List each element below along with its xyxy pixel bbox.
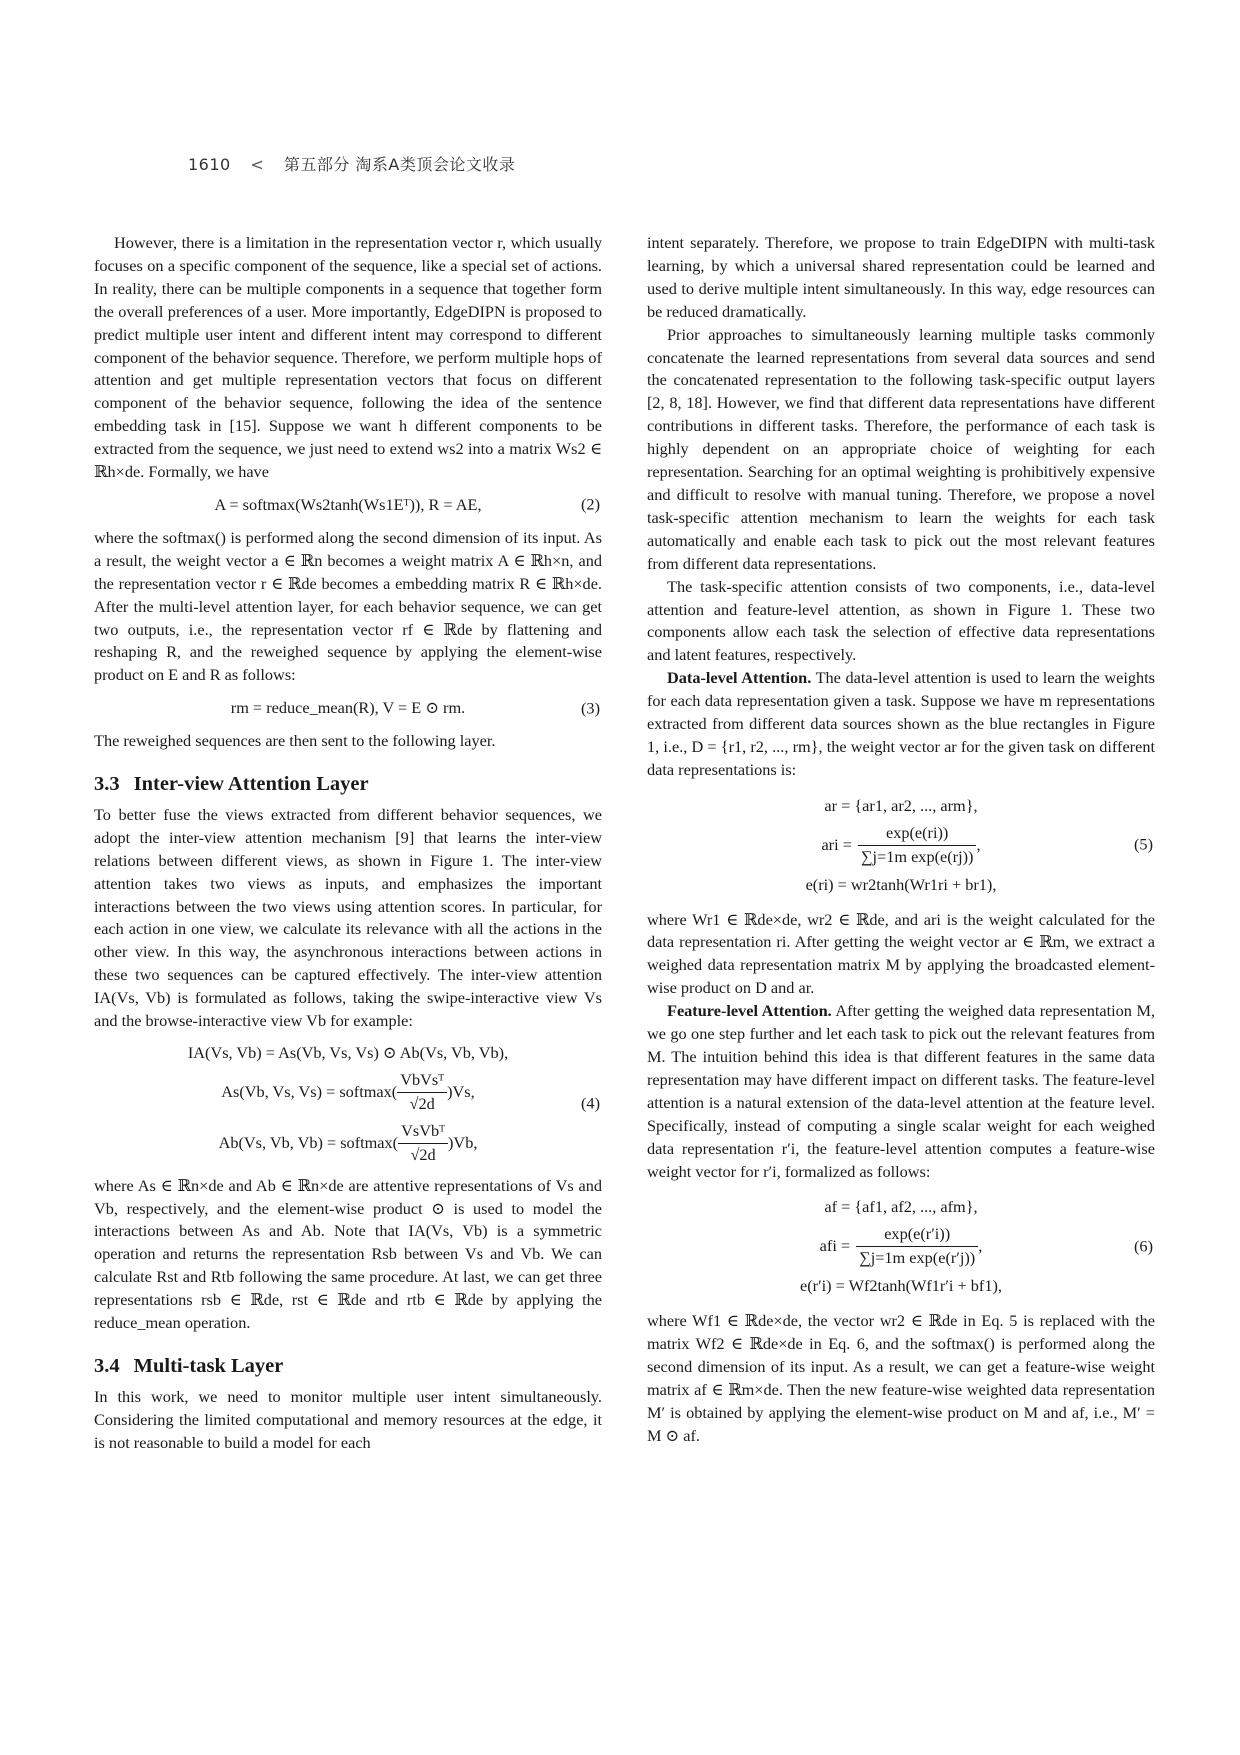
equation-line: e(ri) = wr2tanh(Wr1ri + br1), — [805, 874, 997, 894]
equation-line: e(r′i) = Wf2tanh(Wf1r′i + bf1), — [800, 1276, 1002, 1296]
equation-body: rm = reduce_mean(R), V = E ⊙ rm. — [230, 698, 466, 718]
denominator: ∑j=1m exp(e(r′j)) — [859, 1248, 976, 1268]
fraction — [858, 822, 977, 869]
equation-number: (2) — [581, 494, 600, 514]
running-header — [188, 152, 515, 175]
equation-number: (4) — [581, 1093, 600, 1113]
paragraph-text: The data-level attention is used to learn the weights for each data representation given a task. Suppose we have m representations extracted from different data sources shown as the blue rectangles in Figure 1, i.e., D = {r1, r2, ..., rm}, the weight vector ar for the given task on different data representations is: — [647, 668, 1155, 779]
equation-rhs: )Vs, — [447, 1081, 475, 1101]
equation-line — [94, 1069, 602, 1116]
equation-rhs: , — [978, 1236, 983, 1256]
paragraph: To better fuse the views extracted from different behavior sequences, we adopt the inter-view attention mechanism [9] that learns the inter-view relations between different views, as shown in Figure 1. The inter-view attention takes two views as inputs, and emphasizes the important interactions between the two views using attention scores. In particular, for each action in one view, we calculate its relevance with all the actions in the other view. In this way, the asynchronous interactions between actions in these two sequences can be captured effectively. The inter-view attention IA(Vs, Vb) is formulated as follows, taking the swipe-interactive view Vs and the browse-interactive view Vb for example: — [94, 804, 602, 1031]
section-number: 3.4 — [94, 1354, 120, 1377]
page-number: 1610 — [188, 155, 231, 174]
fraction — [856, 1223, 978, 1270]
paragraph: The task-specific attention consists of two components, i.e., data-level attention and feature-level attention, as shown in Figure 1. These two components allow each task the selection of effective data representations and latent features, respectively. — [647, 576, 1155, 665]
section-number: 3.3 — [94, 773, 120, 796]
paragraph: where the softmax() is performed along the second dimension of its input. As a result, the weight vector a ∈ ℝn becomes a weight matrix A ∈ ℝh×n, and the representation vector r ∈ ℝde becomes a embedding matrix R ∈ ℝh×de. After the multi-level attention layer, for each behavior sequence, we can get two outputs, i.e., the representation vector rf ∈ ℝde by flattening and reshaping R, and the reweighed sequence by applying the element-wise product on E and R as follows: — [94, 527, 602, 685]
paragraph: However, there is a limitation in the representation vector r, which usually focuses on a specific component of the sequence, like a special set of actions. In reality, there can be multiple components in a sequence that together form the overall preferences of a user. More importantly, EdgeDIPN is proposed to predict multiple user intent and different intent may correspond to different component of the behavior sequence. Therefore, we perform multiple hops of attention and get multiple representation vectors that focus on different component of the behavior sequence, following the idea of the sentence embedding task in [15]. Suppose we want h different components to be extracted from the sequence, we just need to extend ws2 into a matrix Ws2 ∈ ℝh×de. Formally, we have — [94, 233, 602, 482]
left-column — [94, 232, 602, 1455]
equation-4 — [94, 1041, 602, 1167]
right-column — [647, 232, 1155, 1448]
paragraph — [647, 667, 1155, 782]
equation-2 — [94, 494, 602, 517]
equation-line — [647, 822, 1155, 869]
equation-number: (5) — [1134, 834, 1153, 854]
denominator: √2d — [409, 1093, 435, 1113]
equation-3 — [94, 697, 602, 720]
equation-lhs: Ab(Vs, Vb, Vb) = softmax( — [218, 1132, 399, 1152]
paragraph: intent separately. Therefore, we propose to train EdgeDIPN with multi-task learning, by which a universal shared representation could be learned and used to derive multiple intent simultaneously. In this way, edge resources can be reduced dramatically. — [647, 233, 1155, 321]
fraction — [398, 1120, 448, 1167]
paragraph: In this work, we need to monitor multiple user intent simultaneously. Considering the limited computational and memory resources at the edge, it is not reasonable to build a model for each — [94, 1386, 602, 1452]
equation-number: (6) — [1134, 1236, 1153, 1256]
denominator: √2d — [410, 1144, 436, 1164]
equation-line — [94, 1120, 602, 1167]
equation-rhs: )Vb, — [448, 1132, 478, 1152]
paragraph: where As ∈ ℝn×de and Ab ∈ ℝn×de are attentive representations of Vs and Vb, respectively, and the element-wise product ⊙ is used to model the interactions between As and Ab. Note that IA(Vs, Vb) is a symmetric operation and returns the representation Rsb between Vs and Vb. We can calculate Rst and Rtb following the same procedure. At last, we can get three representations rsb ∈ ℝde, rst ∈ ℝde and rtb ∈ ℝde by applying the reduce_mean operation. — [94, 1175, 602, 1333]
equation-rhs: , — [976, 834, 981, 854]
paragraph: The reweighed sequences are then sent to the following layer. — [94, 731, 496, 751]
equation-body: A = softmax(Ws2tanh(Ws1Eᵀ)), R = AE, — [214, 494, 482, 514]
equation-number: (3) — [581, 698, 600, 718]
equation-line: af = {af1, af2, ..., afm}, — [824, 1197, 978, 1217]
equation-line — [647, 1223, 1155, 1270]
fraction — [397, 1069, 447, 1116]
paragraph-text: After getting the weighed data representation M, we go one step further and let each task to pick out the relevant features from M. The intuition behind this idea is that different features in the same data representation may have different impact on different tasks. The feature-level attention is a natural extension of the data-level attention at the feature level. Specifically, instead of computing a single scalar weight for each weighed data representation r′i, the feature-level attention computes a feature-wise weight vector for r′i, formalized as follows: — [647, 1001, 1155, 1181]
denominator: ∑j=1m exp(e(rj)) — [860, 846, 974, 866]
equation-6 — [647, 1195, 1155, 1298]
header-separator: < — [250, 155, 265, 174]
paragraph: where Wf1 ∈ ℝde×de, the vector wr2 ∈ ℝde in Eq. 5 is replaced with the matrix Wf2 ∈ ℝde×de in Eq. 6, and the softmax() is performed along the second dimension of its input. As a result, we can get a feature-wise weight matrix af ∈ ℝm×de. Then the new feature-wise weighted data representation M′ is obtained by applying the element-wise product on M and af, i.e., M′ = M ⊙ af. — [647, 1311, 1155, 1445]
equation-line: ar = {ar1, ar2, ..., arm}, — [824, 795, 978, 815]
paragraph: Prior approaches to simultaneously learning multiple tasks commonly concatenate the learned representations from several data sources and send the concatenated representation to the following task-specific output layers [2, 8, 18]. However, we find that different data representations have different contributions in different tasks. Therefore, the performance of each task is highly dependent on an appropriate choice of weighting for each representation. Searching for an optimal weighting is prohibitively expensive and difficult to resolve with manual tuning. Therefore, we propose a novel task-specific attention mechanism to learn the weights for each task automatically and enable each task to pick out the most relevant features from different data representations. — [647, 324, 1155, 573]
numerator: exp(e(r′i)) — [856, 1223, 978, 1247]
header-title: 第五部分 淘系A类顶会论文收录 — [283, 155, 516, 174]
paragraph — [647, 1000, 1155, 1183]
numerator: exp(e(ri)) — [858, 822, 977, 846]
paragraph: where Wr1 ∈ ℝde×de, wr2 ∈ ℝde, and ari is the weight calculated for the data representation ri. After getting the weight vector ar ∈ ℝm, we extract a weighed data representation matrix M by applying the broadcasted element-wise product on D and ar. — [647, 909, 1155, 998]
run-in-heading: Feature-level Attention. — [667, 1001, 832, 1021]
numerator: VbVsᵀ — [397, 1069, 447, 1093]
equation-lhs: As(Vb, Vs, Vs) = softmax( — [221, 1081, 398, 1101]
equation-5 — [647, 794, 1155, 897]
run-in-heading: Data-level Attention. — [667, 668, 812, 688]
section-heading-3-3 — [94, 773, 602, 796]
section-title: Multi-task Layer — [133, 1354, 284, 1377]
equation-line: IA(Vs, Vb) = As(Vb, Vs, Vs) ⊙ Ab(Vs, Vb, Vb), — [187, 1043, 509, 1062]
section-heading-3-4 — [94, 1355, 602, 1378]
numerator: VsVbᵀ — [398, 1120, 448, 1144]
equation-lhs: ari = — [821, 834, 852, 854]
equation-lhs: afi = — [819, 1236, 851, 1256]
section-title: Inter-view Attention Layer — [133, 773, 369, 796]
